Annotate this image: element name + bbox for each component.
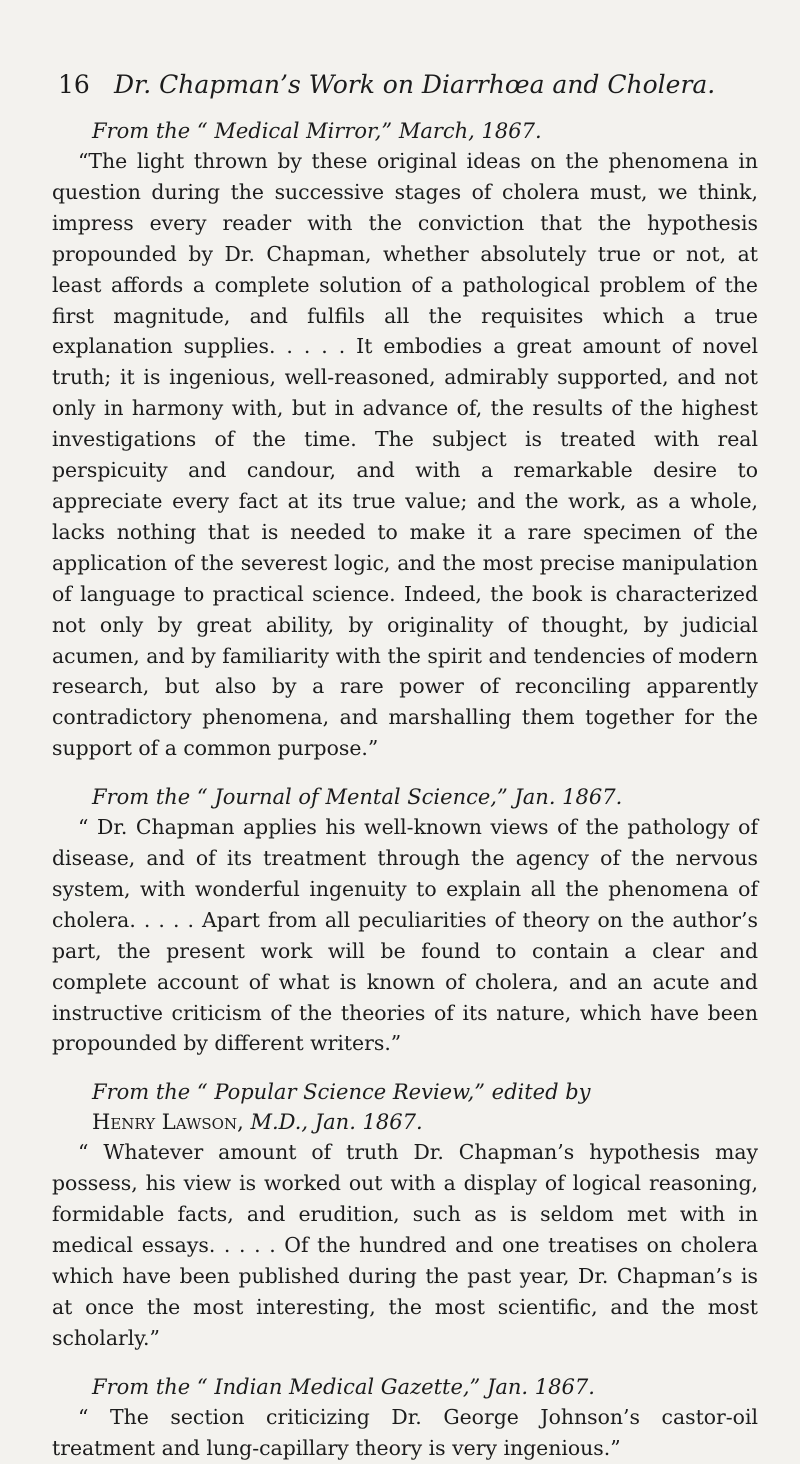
page-body	[52, 116, 758, 1464]
page-number: 16	[58, 70, 90, 99]
review-source-popular-science-review	[52, 1077, 758, 1137]
review-source-editor: Henry Lawson,	[92, 1110, 244, 1135]
review-source-suffix: M.D., Jan. 1867.	[250, 1110, 423, 1135]
review-source-journal-mental-science: From the “ Journal of Mental Science,” Jan. 1867.	[92, 785, 623, 810]
review-quote-indian-medical-gazette: “ The section criticizing Dr. George Johnson’s castor-oil treatment and lung-capillary theory is very ingenious.”	[52, 1404, 758, 1460]
review-source-prefix: From the “ Popular Science Review,” edited by	[92, 1080, 591, 1105]
running-head	[58, 70, 758, 99]
review-quote-popular-science-review: “ Whatever amount of truth Dr. Chapman’s hypothesis may possess, his view is worked out with a display of logical reasoning, formidable facts, and erudition, such as is seldom met with in medical essays. . . . . Of the hundred and one treatises on cholera which have been published during the past year, Dr. Chapman’s is at once the most interesting, the most scientific, and the most scholarly.”	[52, 1140, 758, 1350]
review-quote-medical-mirror: “The light thrown by these original ideas on the phenomena in question during the successive stages of cholera must, we think, impress every reader with the conviction that the hypothesis propounded by Dr. Chapman, whether absolutely true or not, at least affords a complete solution of a pathological problem of the first magnitude, and fulfils all the requisites which a true explanation supplies. . . . . It embodies a great amount of novel truth; it is ingenious, well-reasoned, admirably supported, and not only in harmony with, but in advance of, the results of the highest investigations of the time. The subject is treated with real perspicuity and candour, and with a remarkable desire to appreciate every fact at its true value; and the work, as a whole, lacks nothing that is needed to make it a rare specimen of the application of the severest logic, and the most precise manipulation of language to practical science. Indeed, the book is characterized not only by great ability, by originality of thought, by judicial acumen, and by familiarity with the spirit and tendencies of modern research, but also by a rare power of reconciling apparently contradictory phenomena, and marshalling them together for the support of a common purpose.”	[52, 149, 758, 761]
review-quote-journal-mental-science: “ Dr. Chapman applies his well-known views of the pathology of disease, and of its treatment through the agency of the nervous system, with wonderful ingenuity to explain all the phenomena of cholera. . . . . Apart from all peculiarities of theory on the author’s part, the present work will be found to contain a clear and complete account of what is known of cholera, and an acute and instructive criticism of the theories of its nature, which have been propounded by different writers.”	[52, 815, 758, 1056]
review-source-indian-medical-gazette: From the “ Indian Medical Gazette,” Jan. 1867.	[92, 1374, 595, 1399]
review-source-medical-mirror: From the “ Medical Mirror,” March, 1867.	[92, 119, 542, 143]
running-title: Dr. Chapman’s Work on Diarrhœa and Cholera.	[114, 70, 716, 99]
